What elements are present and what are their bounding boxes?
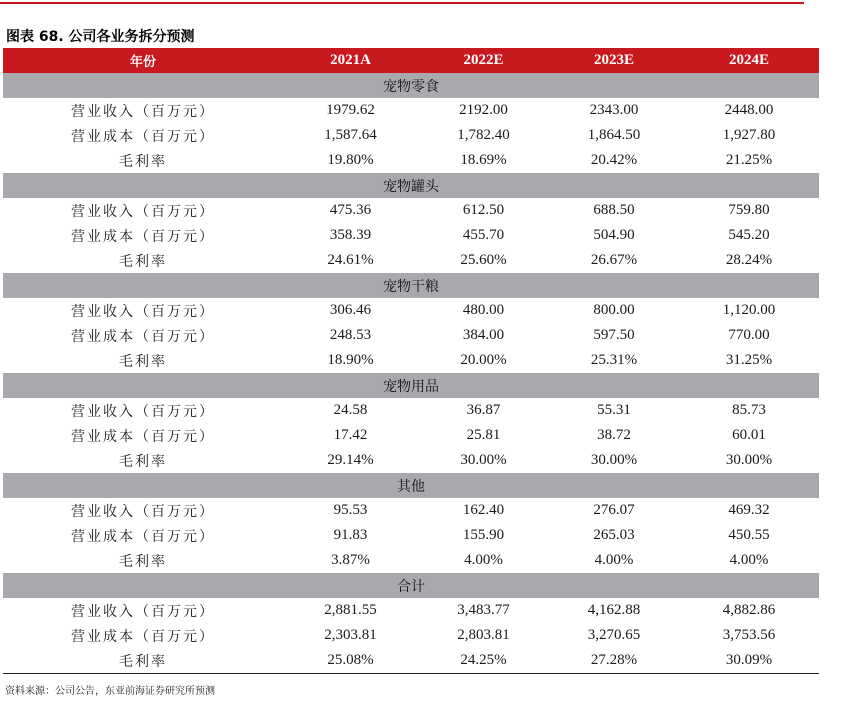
table-cell: 162.40 — [462, 502, 505, 518]
row-label: 毛利率 — [119, 153, 167, 170]
table-row — [3, 323, 819, 348]
row-label: 营业成本（百万元） — [71, 328, 215, 345]
row-label: 营业成本（百万元） — [71, 228, 215, 245]
table-cell: 19.80% — [327, 152, 374, 168]
table-cell: 55.31 — [597, 402, 631, 418]
section-header-row — [3, 473, 819, 498]
business-forecast-table — [3, 48, 819, 674]
table-cell: 17.42 — [333, 427, 368, 443]
table-cell: 24.25% — [418, 648, 549, 674]
table-cell: 384.00 — [462, 327, 505, 343]
table-cell: 480.00 — [462, 302, 505, 318]
section-title: 合计 — [3, 573, 819, 598]
table-cell: 2,803.81 — [457, 627, 510, 643]
table-cell: 24.61% — [327, 252, 374, 268]
table-cell: 20.00% — [460, 352, 507, 368]
section-header-row — [3, 73, 819, 98]
table-row — [3, 548, 819, 573]
section-title: 宠物干粮 — [3, 273, 819, 298]
table-cell: 30.00% — [460, 452, 507, 468]
table-cell: 306.46 — [329, 302, 372, 318]
table-cell: 2448.00 — [724, 102, 774, 118]
table-cell: 20.42% — [590, 152, 638, 168]
row-label: 营业收入（百万元） — [71, 603, 215, 620]
table-cell: 95.53 — [333, 502, 368, 518]
table-cell: 3.87% — [331, 552, 370, 568]
table-cell: 25.60% — [460, 252, 507, 268]
table-cell: 1,587.64 — [324, 127, 377, 143]
table-cell: 4.00% — [729, 552, 769, 568]
table-cell: 504.90 — [593, 227, 635, 243]
table-cell: 3,483.77 — [457, 602, 510, 618]
table-cell: 597.50 — [593, 327, 635, 343]
table-cell: 469.32 — [728, 502, 770, 518]
section-title: 其他 — [3, 473, 819, 498]
section-header-row — [3, 173, 819, 198]
table-header-row — [3, 48, 819, 73]
figure-title: 图表 68. 公司各业务拆分预测 — [6, 29, 195, 45]
table-cell: 25.08% — [283, 648, 418, 674]
table-row — [3, 348, 819, 373]
table-cell: 26.67% — [590, 252, 638, 268]
row-label: 营业成本（百万元） — [71, 528, 215, 545]
table-row — [3, 648, 819, 674]
row-label: 营业成本（百万元） — [71, 128, 215, 145]
table-cell: 759.80 — [728, 202, 770, 218]
column-header: 2021A — [283, 48, 418, 73]
table-cell: 2192.00 — [459, 102, 508, 118]
section-title: 宠物用品 — [3, 373, 819, 398]
row-label: 毛利率 — [3, 648, 283, 674]
section-header-row — [3, 373, 819, 398]
table-cell: 24.58 — [333, 402, 368, 418]
table-row — [3, 423, 819, 448]
row-label: 营业收入（百万元） — [71, 103, 215, 120]
column-header: 2022E — [418, 48, 549, 73]
table-cell: 545.20 — [728, 227, 770, 243]
table-cell: 688.50 — [593, 202, 635, 218]
table-cell: 18.69% — [460, 152, 507, 168]
row-label: 毛利率 — [119, 253, 167, 270]
table-cell: 31.25% — [725, 352, 773, 368]
table-cell: 276.07 — [593, 502, 635, 518]
table-row — [3, 298, 819, 323]
table-cell: 4,162.88 — [587, 602, 641, 618]
table-cell: 27.28% — [549, 648, 679, 674]
table-cell: 18.90% — [327, 352, 374, 368]
section-title: 宠物零食 — [3, 73, 819, 98]
table-cell: 155.90 — [462, 527, 505, 543]
table-cell: 770.00 — [728, 327, 770, 343]
table-cell: 1,782.40 — [457, 127, 510, 143]
table-row — [3, 498, 819, 523]
year-header: 年份 — [3, 48, 283, 73]
table-cell: 25.31% — [590, 352, 638, 368]
table-cell: 4,882.86 — [722, 602, 776, 618]
section-header-row — [3, 573, 819, 598]
table-cell: 1,927.80 — [722, 127, 776, 143]
table-cell: 28.24% — [725, 252, 773, 268]
table-cell: 30.00% — [725, 452, 773, 468]
table-cell: 1979.62 — [326, 102, 375, 118]
table-cell: 4.00% — [464, 552, 503, 568]
top-rule — [0, 2, 804, 4]
table-cell: 30.09% — [679, 648, 819, 674]
table-cell: 3,753.56 — [722, 627, 776, 643]
table-cell: 60.01 — [732, 427, 766, 443]
table-row — [3, 598, 819, 623]
row-label: 营业成本（百万元） — [71, 628, 215, 645]
row-label: 毛利率 — [119, 453, 167, 470]
row-label: 毛利率 — [119, 553, 167, 570]
row-label: 毛利率 — [119, 353, 167, 370]
section-title: 宠物罐头 — [3, 173, 819, 198]
table-cell: 475.36 — [329, 202, 372, 218]
table-body — [3, 73, 819, 674]
table-cell: 2343.00 — [589, 102, 639, 118]
table-cell: 2,303.81 — [324, 627, 377, 643]
source-note: 资料来源：公司公告，东亚前海证券研究所预测 — [5, 686, 215, 697]
table-cell: 248.53 — [329, 327, 372, 343]
table-cell: 29.14% — [327, 452, 374, 468]
table-cell: 455.70 — [462, 227, 505, 243]
row-label: 营业收入（百万元） — [71, 403, 215, 420]
row-label: 营业成本（百万元） — [71, 428, 215, 445]
table-cell: 612.50 — [462, 202, 505, 218]
table-row — [3, 198, 819, 223]
table-row — [3, 398, 819, 423]
table-row — [3, 623, 819, 648]
table-cell: 265.03 — [593, 527, 635, 543]
table-cell: 36.87 — [466, 402, 501, 418]
table-cell: 4.00% — [594, 552, 634, 568]
table-cell: 30.00% — [590, 452, 638, 468]
column-header: 2023E — [549, 48, 679, 73]
row-label: 营业收入（百万元） — [71, 303, 215, 320]
row-label: 营业收入（百万元） — [71, 203, 215, 220]
column-header: 2024E — [679, 48, 819, 73]
row-label: 营业收入（百万元） — [71, 503, 215, 520]
table-cell: 91.83 — [333, 527, 368, 543]
table-cell: 2,881.55 — [324, 602, 377, 618]
section-header-row — [3, 273, 819, 298]
table-row — [3, 98, 819, 123]
table-cell: 85.73 — [732, 402, 766, 418]
table-cell: 1,120.00 — [722, 302, 776, 318]
table-row — [3, 523, 819, 548]
table-row — [3, 223, 819, 248]
table-cell: 38.72 — [597, 427, 631, 443]
table-cell: 1,864.50 — [587, 127, 641, 143]
table-cell: 800.00 — [593, 302, 635, 318]
table-row — [3, 448, 819, 473]
table-cell: 25.81 — [466, 427, 501, 443]
table-cell: 21.25% — [725, 152, 773, 168]
table-row — [3, 148, 819, 173]
table-cell: 358.39 — [329, 227, 372, 243]
table-row — [3, 123, 819, 148]
table-row — [3, 248, 819, 273]
table-cell: 3,270.65 — [587, 627, 641, 643]
table-cell: 450.55 — [728, 527, 770, 543]
